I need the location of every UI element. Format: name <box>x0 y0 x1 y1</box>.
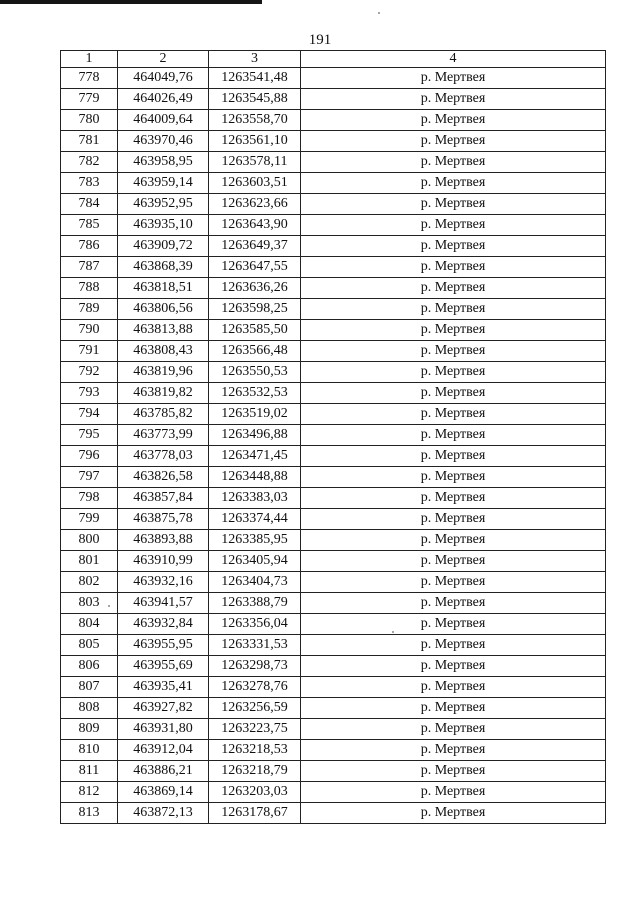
x-coordinate-cell: 463818,51 <box>118 278 209 299</box>
description-cell: р. Мертвея <box>301 278 606 299</box>
table-row <box>61 677 606 698</box>
description-cell: р. Мертвея <box>301 131 606 152</box>
table-row <box>61 719 606 740</box>
description-cell: р. Мертвея <box>301 488 606 509</box>
y-coordinate-cell: 1263643,90 <box>209 215 301 236</box>
description-cell: р. Мертвея <box>301 761 606 782</box>
table-row <box>61 257 606 278</box>
scan-speck <box>378 12 380 14</box>
y-coordinate-cell: 1263448,88 <box>209 467 301 488</box>
point-number-cell: 787 <box>61 257 118 278</box>
description-cell: р. Мертвея <box>301 635 606 656</box>
table-row <box>61 320 606 341</box>
description-cell: р. Мертвея <box>301 551 606 572</box>
x-coordinate-cell: 463935,10 <box>118 215 209 236</box>
x-coordinate-cell: 463955,69 <box>118 656 209 677</box>
x-coordinate-cell: 463808,43 <box>118 341 209 362</box>
table-row <box>61 467 606 488</box>
scan-speck <box>392 631 394 633</box>
x-coordinate-cell: 463927,82 <box>118 698 209 719</box>
description-cell: р. Мертвея <box>301 782 606 803</box>
y-coordinate-cell: 1263383,03 <box>209 488 301 509</box>
point-number-cell: 795 <box>61 425 118 446</box>
table-row <box>61 614 606 635</box>
point-number-cell: 811 <box>61 761 118 782</box>
point-number-cell: 808 <box>61 698 118 719</box>
point-number-cell: 788 <box>61 278 118 299</box>
table-row <box>61 215 606 236</box>
x-coordinate-cell: 463869,14 <box>118 782 209 803</box>
x-coordinate-cell: 463959,14 <box>118 173 209 194</box>
point-number-cell: 782 <box>61 152 118 173</box>
y-coordinate-cell: 1263218,53 <box>209 740 301 761</box>
y-coordinate-cell: 1263561,10 <box>209 131 301 152</box>
table-row <box>61 782 606 803</box>
table-row <box>61 698 606 719</box>
point-number-cell: 803 <box>61 593 118 614</box>
table-row <box>61 593 606 614</box>
point-number-cell: 799 <box>61 509 118 530</box>
description-cell: р. Мертвея <box>301 257 606 278</box>
description-cell: р. Мертвея <box>301 593 606 614</box>
description-cell: р. Мертвея <box>301 320 606 341</box>
description-cell: р. Мертвея <box>301 152 606 173</box>
point-number-cell: 794 <box>61 404 118 425</box>
y-coordinate-cell: 1263623,66 <box>209 194 301 215</box>
point-number-cell: 779 <box>61 89 118 110</box>
x-coordinate-cell: 463932,16 <box>118 572 209 593</box>
y-coordinate-cell: 1263598,25 <box>209 299 301 320</box>
y-coordinate-cell: 1263496,88 <box>209 425 301 446</box>
x-coordinate-cell: 463935,41 <box>118 677 209 698</box>
point-number-cell: 805 <box>61 635 118 656</box>
x-coordinate-cell: 463886,21 <box>118 761 209 782</box>
description-cell: р. Мертвея <box>301 572 606 593</box>
point-number-cell: 797 <box>61 467 118 488</box>
x-coordinate-cell: 463909,72 <box>118 236 209 257</box>
point-number-cell: 802 <box>61 572 118 593</box>
description-cell: р. Мертвея <box>301 215 606 236</box>
description-cell: р. Мертвея <box>301 404 606 425</box>
description-cell: р. Мертвея <box>301 698 606 719</box>
x-coordinate-cell: 463773,99 <box>118 425 209 446</box>
y-coordinate-cell: 1263331,53 <box>209 635 301 656</box>
x-coordinate-cell: 463806,56 <box>118 299 209 320</box>
x-coordinate-cell: 463826,58 <box>118 467 209 488</box>
point-number-cell: 813 <box>61 803 118 824</box>
table-row <box>61 425 606 446</box>
point-number-cell: 791 <box>61 341 118 362</box>
y-coordinate-cell: 1263532,53 <box>209 383 301 404</box>
description-cell: р. Мертвея <box>301 173 606 194</box>
x-coordinate-cell: 463875,78 <box>118 509 209 530</box>
y-coordinate-cell: 1263558,70 <box>209 110 301 131</box>
point-number-cell: 783 <box>61 173 118 194</box>
y-coordinate-cell: 1263278,76 <box>209 677 301 698</box>
table-row <box>61 761 606 782</box>
page-number: 191 <box>308 32 332 48</box>
description-cell: р. Мертвея <box>301 803 606 824</box>
point-number-cell: 807 <box>61 677 118 698</box>
point-number-cell: 800 <box>61 530 118 551</box>
x-coordinate-cell: 464026,49 <box>118 89 209 110</box>
x-coordinate-cell: 463958,95 <box>118 152 209 173</box>
description-cell: р. Мертвея <box>301 719 606 740</box>
y-coordinate-cell: 1263545,88 <box>209 89 301 110</box>
point-number-cell: 793 <box>61 383 118 404</box>
table-row <box>61 341 606 362</box>
header-col-2: 2 <box>118 51 209 68</box>
header-col-4: 4 <box>301 51 606 68</box>
table-row <box>61 446 606 467</box>
table-row <box>61 236 606 257</box>
x-coordinate-cell: 463931,80 <box>118 719 209 740</box>
description-cell: р. Мертвея <box>301 677 606 698</box>
x-coordinate-cell: 463857,84 <box>118 488 209 509</box>
y-coordinate-cell: 1263223,75 <box>209 719 301 740</box>
table-row <box>61 383 606 404</box>
description-cell: р. Мертвея <box>301 446 606 467</box>
table-row <box>61 194 606 215</box>
point-number-cell: 781 <box>61 131 118 152</box>
x-coordinate-cell: 463819,96 <box>118 362 209 383</box>
y-coordinate-cell: 1263374,44 <box>209 509 301 530</box>
table-row <box>61 404 606 425</box>
y-coordinate-cell: 1263298,73 <box>209 656 301 677</box>
y-coordinate-cell: 1263550,53 <box>209 362 301 383</box>
table-row <box>61 488 606 509</box>
description-cell: р. Мертвея <box>301 740 606 761</box>
y-coordinate-cell: 1263405,94 <box>209 551 301 572</box>
table-row <box>61 509 606 530</box>
point-number-cell: 785 <box>61 215 118 236</box>
point-number-cell: 792 <box>61 362 118 383</box>
description-cell: р. Мертвея <box>301 656 606 677</box>
point-number-cell: 809 <box>61 719 118 740</box>
description-cell: р. Мертвея <box>301 341 606 362</box>
table-row <box>61 530 606 551</box>
table-row <box>61 299 606 320</box>
y-coordinate-cell: 1263541,48 <box>209 68 301 89</box>
y-coordinate-cell: 1263585,50 <box>209 320 301 341</box>
y-coordinate-cell: 1263404,73 <box>209 572 301 593</box>
point-number-cell: 801 <box>61 551 118 572</box>
y-coordinate-cell: 1263649,37 <box>209 236 301 257</box>
point-number-cell: 778 <box>61 68 118 89</box>
x-coordinate-cell: 463952,95 <box>118 194 209 215</box>
table-row <box>61 551 606 572</box>
description-cell: р. Мертвея <box>301 89 606 110</box>
point-number-cell: 784 <box>61 194 118 215</box>
header-col-1: 1 <box>61 51 118 68</box>
description-cell: р. Мертвея <box>301 110 606 131</box>
y-coordinate-cell: 1263603,51 <box>209 173 301 194</box>
x-coordinate-cell: 463868,39 <box>118 257 209 278</box>
point-number-cell: 796 <box>61 446 118 467</box>
point-number-cell: 789 <box>61 299 118 320</box>
x-coordinate-cell: 463932,84 <box>118 614 209 635</box>
x-coordinate-cell: 463912,04 <box>118 740 209 761</box>
header-col-3: 3 <box>209 51 301 68</box>
y-coordinate-cell: 1263178,67 <box>209 803 301 824</box>
description-cell: р. Мертвея <box>301 383 606 404</box>
description-cell: р. Мертвея <box>301 68 606 89</box>
table-row <box>61 278 606 299</box>
y-coordinate-cell: 1263647,55 <box>209 257 301 278</box>
table-row <box>61 89 606 110</box>
x-coordinate-cell: 463785,82 <box>118 404 209 425</box>
x-coordinate-cell: 464049,76 <box>118 68 209 89</box>
y-coordinate-cell: 1263203,03 <box>209 782 301 803</box>
scan-speck <box>108 605 110 607</box>
table-row <box>61 572 606 593</box>
x-coordinate-cell: 463813,88 <box>118 320 209 341</box>
table-row <box>61 110 606 131</box>
y-coordinate-cell: 1263218,79 <box>209 761 301 782</box>
table-row <box>61 68 606 89</box>
x-coordinate-cell: 464009,64 <box>118 110 209 131</box>
description-cell: р. Мертвея <box>301 362 606 383</box>
y-coordinate-cell: 1263578,11 <box>209 152 301 173</box>
x-coordinate-cell: 463941,57 <box>118 593 209 614</box>
table-body <box>61 68 606 824</box>
description-cell: р. Мертвея <box>301 530 606 551</box>
y-coordinate-cell: 1263356,04 <box>209 614 301 635</box>
description-cell: р. Мертвея <box>301 299 606 320</box>
description-cell: р. Мертвея <box>301 467 606 488</box>
table-row <box>61 656 606 677</box>
x-coordinate-cell: 463778,03 <box>118 446 209 467</box>
scan-edge-bar <box>0 0 262 4</box>
y-coordinate-cell: 1263385,95 <box>209 530 301 551</box>
description-cell: р. Мертвея <box>301 194 606 215</box>
x-coordinate-cell: 463872,13 <box>118 803 209 824</box>
header-row <box>61 51 606 68</box>
description-cell: р. Мертвея <box>301 425 606 446</box>
table-row <box>61 362 606 383</box>
x-coordinate-cell: 463970,46 <box>118 131 209 152</box>
point-number-cell: 780 <box>61 110 118 131</box>
description-cell: р. Мертвея <box>301 509 606 530</box>
table-row <box>61 635 606 656</box>
y-coordinate-cell: 1263636,26 <box>209 278 301 299</box>
table-row <box>61 740 606 761</box>
point-number-cell: 806 <box>61 656 118 677</box>
y-coordinate-cell: 1263566,48 <box>209 341 301 362</box>
x-coordinate-cell: 463893,88 <box>118 530 209 551</box>
x-coordinate-cell: 463819,82 <box>118 383 209 404</box>
table-row <box>61 131 606 152</box>
y-coordinate-cell: 1263519,02 <box>209 404 301 425</box>
y-coordinate-cell: 1263471,45 <box>209 446 301 467</box>
point-number-cell: 786 <box>61 236 118 257</box>
description-cell: р. Мертвея <box>301 614 606 635</box>
description-cell: р. Мертвея <box>301 236 606 257</box>
point-number-cell: 812 <box>61 782 118 803</box>
point-number-cell: 790 <box>61 320 118 341</box>
point-number-cell: 798 <box>61 488 118 509</box>
y-coordinate-cell: 1263256,59 <box>209 698 301 719</box>
point-number-cell: 804 <box>61 614 118 635</box>
y-coordinate-cell: 1263388,79 <box>209 593 301 614</box>
point-number-cell: 810 <box>61 740 118 761</box>
table-row <box>61 803 606 824</box>
table-row <box>61 173 606 194</box>
table-row <box>61 152 606 173</box>
coordinates-table <box>60 50 606 824</box>
x-coordinate-cell: 463910,99 <box>118 551 209 572</box>
x-coordinate-cell: 463955,95 <box>118 635 209 656</box>
